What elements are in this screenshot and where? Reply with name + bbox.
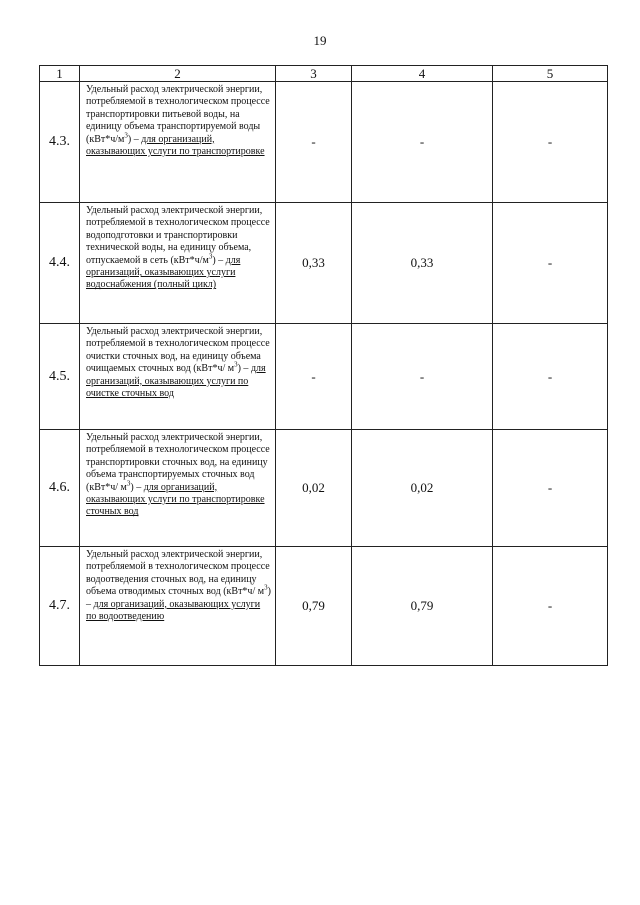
description-scope: для организаций, оказывающих услуги по водоотведению	[86, 598, 261, 623]
column-header-5: 5	[493, 66, 608, 82]
description-scope: для организаций, оказывающих услуги по транспортировке сточных вод	[86, 481, 265, 518]
row-number: 4.3.	[40, 82, 80, 203]
cell-col5: -	[493, 547, 608, 666]
row-description	[80, 324, 276, 430]
description-text: Удельный расход электрической энергии, потребляемой в технологическом процессе водоподготовки и транспортировки технической воды, на единицу объема, отпускаемой в сеть (кВт*ч/м	[86, 205, 270, 266]
description-connector: ) –	[212, 254, 226, 266]
description-text: Удельный расход электрической энергии, потребляемой в технологическом процессе транспортировки питьевой воды, на единицу объема транспортируемой воды (кВт*ч/м	[86, 84, 270, 145]
cell-col4: 0,33	[352, 203, 493, 324]
row-number: 4.6.	[40, 430, 80, 547]
description-connector: ) –	[237, 363, 251, 375]
row-description	[80, 203, 276, 324]
unit-exponent: 3	[264, 583, 268, 592]
unit-exponent: 3	[234, 360, 238, 369]
cell-col5: -	[493, 430, 608, 547]
table-row	[40, 324, 608, 430]
description-text: Удельный расход электрической энергии, потребляемой в технологическом процессе транспортировки сточных вод, на единицу объема транспортируемых сточных вод (кВт*ч/ м	[86, 432, 270, 493]
column-header-1: 1	[40, 66, 80, 82]
description-connector: ) –	[127, 133, 142, 145]
description-scope: для организаций, оказывающих услуги по транспортировке	[86, 133, 265, 158]
description-connector: ) –	[130, 481, 144, 493]
column-header-3: 3	[276, 66, 352, 82]
table-row	[40, 203, 608, 324]
row-description	[80, 547, 276, 666]
cell-col4: -	[352, 82, 493, 203]
table-row	[40, 430, 608, 547]
table-row	[40, 547, 608, 666]
table-row	[40, 82, 608, 203]
cell-col5: -	[493, 82, 608, 203]
description-scope: для организаций, оказывающих услуги водоснабжения (полный цикл)	[86, 254, 241, 291]
cell-col3: 0,33	[276, 203, 352, 324]
cell-col3: 0,02	[276, 430, 352, 547]
table-header-row	[40, 66, 608, 82]
description-scope: для организаций, оказывающих услуги по очистке сточных вод	[86, 363, 266, 400]
unit-exponent: 3	[124, 131, 128, 140]
description-connector: ) –	[86, 586, 271, 610]
column-header-2: 2	[80, 66, 276, 82]
unit-exponent: 3	[126, 479, 131, 488]
column-header-4: 4	[352, 66, 493, 82]
row-description	[80, 82, 276, 203]
cell-col3: -	[276, 324, 352, 430]
unit-exponent: 3	[208, 252, 213, 261]
cell-col4: 0,79	[352, 547, 493, 666]
cell-col3: 0,79	[276, 547, 352, 666]
cell-col5: -	[493, 203, 608, 324]
row-description	[80, 430, 276, 547]
page-number: 19	[313, 33, 327, 48]
row-number: 4.5.	[40, 324, 80, 430]
row-number: 4.7.	[40, 547, 80, 666]
cell-col4: 0,02	[352, 430, 493, 547]
row-number: 4.4.	[40, 203, 80, 324]
description-text: Удельный расход электрической энергии, потребляемой в технологическом процессе водоотведения сточных вод, на единицу объема отводимых сточных вод (кВт*ч/ м	[86, 549, 270, 598]
cell-col3: -	[276, 82, 352, 203]
cell-col5: -	[493, 324, 608, 430]
cell-col4: -	[352, 324, 493, 430]
description-text: Удельный расход электрической энергии, потребляемой в технологическом процессе очистки сточных вод, на единицу объема очищаемых сточных вод (кВт*ч/ м	[86, 326, 270, 375]
indicators-table	[39, 65, 608, 666]
